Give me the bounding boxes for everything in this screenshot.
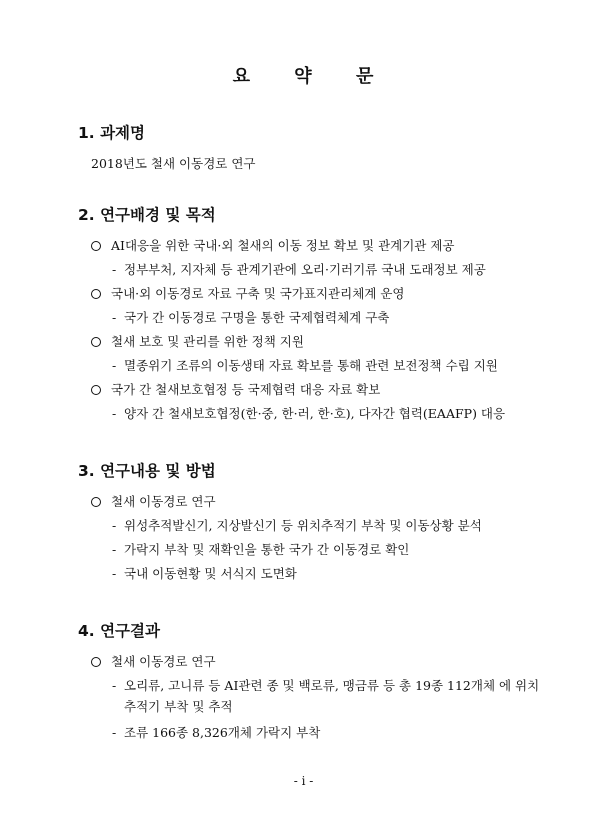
- section-heading: 4. 연구결과: [78, 622, 160, 640]
- sub-item-text: 가락지 부착 및 재확인을 통한 국가 간 이동경로 확인: [124, 542, 410, 557]
- bullet-text: 철새 보호 및 관리를 위한 정책 지원: [111, 334, 304, 349]
- title-char: 약: [294, 66, 313, 87]
- sub-item: [112, 721, 548, 745]
- sub-item: [112, 402, 548, 426]
- method-list: [78, 490, 548, 586]
- list-item: [91, 490, 548, 514]
- section-heading: 2. 연구배경 및 목적: [78, 206, 216, 224]
- sub-item: [112, 258, 548, 282]
- circle-bullet-icon: [91, 497, 101, 507]
- dash-icon: -: [112, 310, 117, 325]
- sub-item: [112, 538, 548, 562]
- page-title: [0, 62, 607, 88]
- sub-item-text: 조류 166종 8,326개체 가락지 부착: [124, 725, 321, 740]
- sub-item-text: 국가 간 이동경로 구명을 통한 국제협력체계 구축: [124, 310, 390, 325]
- circle-bullet-icon: [91, 289, 101, 299]
- sub-item: [112, 306, 548, 330]
- section-content-method: [78, 458, 548, 586]
- bullet-text: 국내·외 이동경로 자료 구축 및 국가표지관리체계 운영: [111, 286, 405, 301]
- dash-icon: -: [112, 725, 117, 740]
- circle-bullet-icon: [91, 241, 101, 251]
- page-number: - i -: [293, 774, 314, 788]
- dash-icon: -: [112, 518, 117, 533]
- section-heading: 1. 과제명: [78, 124, 145, 142]
- results-list: [78, 650, 548, 745]
- sub-item-text: 멸종위기 조류의 이동생태 자료 확보를 통해 관련 보전정책 수립 지원: [124, 358, 498, 373]
- dash-icon: -: [112, 542, 117, 557]
- dash-icon: -: [112, 358, 117, 373]
- list-item: [91, 282, 548, 306]
- section-background-purpose: [78, 202, 548, 426]
- section-results: [78, 618, 548, 745]
- dash-icon: -: [112, 262, 117, 277]
- list-item: [91, 330, 548, 354]
- sub-item: [112, 354, 548, 378]
- title-char: 문: [355, 66, 375, 87]
- sub-item: [112, 562, 548, 586]
- list-item: [91, 650, 548, 674]
- bullet-text: 국가 간 철새보호협정 등 국제협력 대응 자료 확보: [111, 382, 381, 397]
- list-item: [91, 378, 548, 402]
- dash-icon: -: [112, 678, 117, 693]
- sub-item-text: 오리류, 고니류 등 AI관련 종 및 백로류, 맹금류 등 총 19종 112개체 에 위치추적기 부착 및 추적: [124, 678, 540, 714]
- dash-icon: -: [112, 406, 117, 421]
- project-name-text: 2018년도 철새 이동경로 연구: [91, 156, 256, 171]
- dash-icon: -: [112, 566, 117, 581]
- circle-bullet-icon: [91, 337, 101, 347]
- sub-item-text: 양자 간 철새보호협정(한·중, 한·러, 한·호), 다자간 협력(EAAFP) 대응: [124, 406, 506, 421]
- sub-item-text: 국내 이동현황 및 서식지 도면화: [124, 566, 297, 581]
- sub-item: [112, 674, 548, 717]
- circle-bullet-icon: [91, 657, 101, 667]
- bullet-text: 철새 이동경로 연구: [111, 494, 216, 509]
- sub-item: [112, 514, 548, 538]
- title-char: 요: [232, 66, 252, 87]
- bullet-text: AI대응을 위한 국내·외 철새의 이동 정보 확보 및 관계기관 제공: [111, 238, 455, 253]
- sub-item-text: 위성추적발신기, 지상발신기 등 위치추적기 부착 및 이동상황 분석: [124, 518, 482, 533]
- sub-item-text: 정부부처, 지자체 등 관계기관에 오리·기러기류 국내 도래정보 제공: [124, 262, 486, 277]
- purpose-list: [78, 234, 548, 426]
- section-heading: 3. 연구내용 및 방법: [78, 462, 216, 480]
- list-item: [91, 234, 548, 258]
- circle-bullet-icon: [91, 385, 101, 395]
- bullet-text: 철새 이동경로 연구: [111, 654, 216, 669]
- section-project-name: [78, 120, 548, 172]
